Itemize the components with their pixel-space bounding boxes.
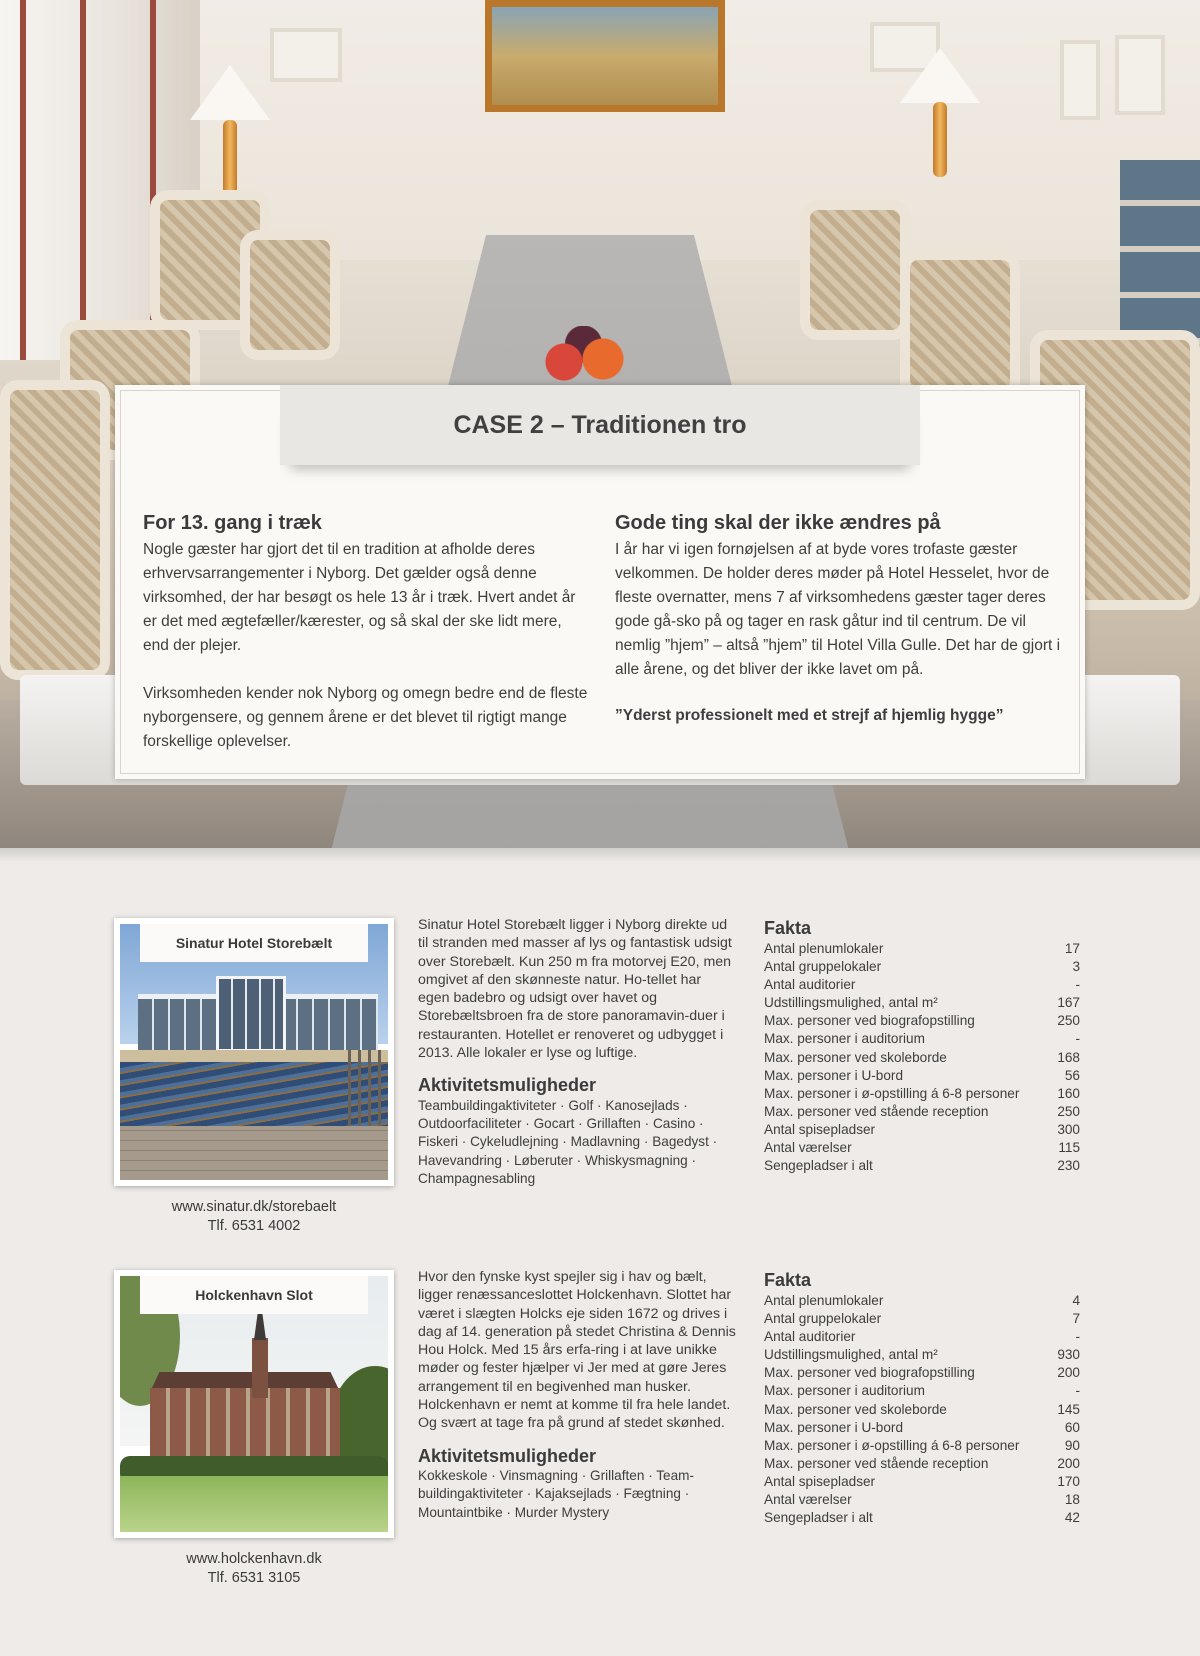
fact-label: Antal gruppelokaler (764, 1311, 882, 1327)
facts-heading: Fakta (764, 918, 812, 938)
fact-row (764, 1121, 1080, 1139)
fact-label: Antal spisepladser (764, 1121, 876, 1137)
fact-label: Max. personer i ø-opstilling á 6-8 personer (764, 1085, 1020, 1101)
fact-row (764, 1473, 1080, 1491)
fact-label: Max. personer i auditorium (764, 1031, 925, 1047)
fact-value: 250 (1057, 1103, 1080, 1119)
fact-row (764, 1455, 1080, 1473)
fact-label: Max. personer ved skoleborde (764, 1401, 947, 1417)
fact-row (764, 1310, 1080, 1328)
fact-value: 167 (1057, 995, 1080, 1011)
fact-row (764, 1437, 1080, 1455)
fact-value: 145 (1057, 1401, 1080, 1417)
facts-table (764, 918, 1080, 1175)
photo-frame (270, 28, 342, 82)
venue-photo-castle (120, 1276, 388, 1532)
fact-value: 168 (1057, 1049, 1080, 1065)
venue-name-label: Holckenhavn Slot (140, 1276, 368, 1314)
venue-photo-card (114, 1270, 394, 1538)
fact-value: - (1075, 1383, 1080, 1399)
fact-value: 115 (1058, 1140, 1080, 1156)
fact-label: Antal spisepladser (764, 1473, 876, 1489)
fact-row (764, 1419, 1080, 1437)
fact-value: - (1075, 1329, 1080, 1345)
photo-chair (0, 380, 110, 680)
fact-value: 60 (1064, 1419, 1080, 1435)
photo-lamp (900, 48, 980, 103)
fact-label: Udstillingsmulighed, antal m² (764, 995, 938, 1011)
facts-table (764, 1270, 1080, 1527)
fact-label: Antal plenumlokaler (764, 1293, 884, 1308)
fact-label: Antal auditorier (764, 1329, 856, 1345)
fact-value: 200 (1057, 1455, 1080, 1471)
fact-row (764, 1401, 1080, 1419)
fact-value: - (1075, 1031, 1080, 1047)
venue-description: Hvor den fynske kyst spejler sig i hav og bælt, ligger renæssanceslottet Holckenhavn. Slottet har været i slægten Holcks eje siden 1672 og drives i dag af 14. generation på stedet Christina & Dennis Hou Holck. Med 15 års erfa-ring i at lave unikke møder og fester hjælper vi Jer med at gøre Jeres arrangement til en begivenhed man husker. Holckenhavn er nemt at komme til fra hele landet. Og svært at tage fra på grund af stedet skønhed. (418, 1269, 736, 1432)
activities-list: Kokkeskole · Vinsmagning · Grillaften · Team-buildingaktiviteter · Kajaksejlads · Fægtning · Mountaintbike · Murder Mystery (418, 1467, 695, 1520)
photo-frame (1115, 35, 1165, 115)
fact-value: 230 (1057, 1158, 1080, 1174)
fact-row (764, 1509, 1080, 1527)
fact-value: 7 (1072, 1311, 1080, 1327)
fact-value: 170 (1057, 1473, 1080, 1489)
fact-value: 4 (1072, 1293, 1080, 1308)
fact-value: 17 (1064, 941, 1080, 956)
fact-value: 90 (1064, 1437, 1080, 1453)
fact-row (764, 1382, 1080, 1400)
fact-row (764, 1364, 1080, 1382)
fact-label: Sengepladser i alt (764, 1510, 873, 1526)
photo-chair (900, 250, 1020, 400)
venue-photo-hotel (120, 924, 388, 1180)
fact-row (764, 958, 1080, 976)
photo-fruit-bowl (525, 326, 655, 386)
venue-description-block (418, 1268, 736, 1522)
venue-description: Sinatur Hotel Storebælt ligger i Nyborg direkte ud til stranden med masser af lys og fantastisk udsigt over Storebælt. Kun 250 m fra motorvej E20, men omgivet af den skønneste natur. Ho-tellet har egen badebro og udsigt over havet og Storebæltsbroen fra de store panoramavin-duer i restauranten. Hotellet er renoveret og udbygget i 2013. Alle lokaler er lyse og luftige. (418, 917, 732, 1062)
fact-row (764, 1012, 1080, 1030)
photo-lamp-base (933, 102, 947, 177)
fact-label: Antal auditorier (764, 977, 856, 993)
case-left-paragraph-2: Virksomheden kender nok Nyborg og omegn bedre end de fleste nyborgensere, og gennem årene er det blevet til rigtigt mange forskellige oplevelser. (143, 685, 588, 750)
fact-row (764, 1103, 1080, 1121)
fact-row (764, 1067, 1080, 1085)
case-right-paragraph: I år har vi igen fornøjelsen af at byde vores trofaste gæster velkommen. De holder deres møder på Hotel Hesselet, hvor de fleste overnatter, mens 7 af virksomhedens gæster tager deres gode gå-sko på og tager en rask gåtur ind til centrum. De vil nemlig ”hjem” – altså ”hjem” til Hotel Villa Gulle. Det har de gjort i alle årene, og det bliver der ikke lavet om på. (615, 541, 1061, 678)
fact-label: Max. personer i U-bord (764, 1067, 904, 1083)
photo-chair (240, 230, 340, 360)
case-quote: ”Yderst professionelt med et strejf af hjemlig hygge” (615, 707, 1004, 724)
fact-row (764, 1491, 1080, 1509)
venue-phone: Tlf. 6531 3105 (207, 1570, 301, 1586)
fact-label: Max. personer ved biografopstilling (764, 1013, 975, 1029)
case-box (115, 385, 1085, 779)
fact-value: - (1075, 977, 1080, 993)
fact-label: Sengepladser i alt (764, 1158, 873, 1174)
fact-label: Max. personer i U-bord (764, 1419, 904, 1435)
fact-value: 56 (1064, 1067, 1080, 1083)
section-divider (0, 848, 1200, 862)
fact-label: Max. personer ved biografopstilling (764, 1365, 975, 1381)
fact-value: 3 (1072, 959, 1080, 975)
fact-label: Max. personer i ø-opstilling á 6-8 personer (764, 1437, 1020, 1453)
fact-row (764, 1049, 1080, 1067)
venue-contact (114, 1550, 394, 1588)
activities-list: Teambuildingaktiviteter · Golf · Kanosejlads · Outdoorfaciliteter · Gocart · Grillaften · Casino · Fiskeri · Cykeludlejning · Madlavning · Bagedyst · Havevandring · Løberuter · Whiskysmagning · Champagnesabling (418, 1097, 718, 1186)
fact-row (764, 1328, 1080, 1346)
fact-row (764, 1157, 1080, 1175)
fact-row (764, 1085, 1080, 1103)
fact-row (764, 1292, 1080, 1310)
facts-heading: Fakta (764, 1270, 812, 1290)
fact-value: 42 (1064, 1510, 1080, 1526)
fact-label: Udstillingsmulighed, antal m² (764, 1347, 938, 1363)
venue-contact (114, 1198, 394, 1236)
fact-value: 160 (1057, 1085, 1080, 1101)
fact-value: 300 (1057, 1121, 1080, 1137)
venue-description-block (418, 916, 736, 1188)
venue-website-link[interactable]: www.holckenhavn.dk (186, 1551, 322, 1567)
photo-lamp-base (223, 120, 237, 195)
fact-row (764, 1030, 1080, 1048)
fact-row (764, 1346, 1080, 1364)
fact-label: Antal værelser (764, 1492, 852, 1508)
case-column-left (143, 512, 588, 754)
venue-website-link[interactable]: www.sinatur.dk/storebaelt (171, 1199, 337, 1215)
fact-row (764, 940, 1080, 958)
fact-row (764, 994, 1080, 1012)
fact-value: 250 (1057, 1013, 1080, 1029)
case-column-right (615, 512, 1065, 728)
fact-label: Max. personer ved skoleborde (764, 1049, 947, 1065)
fact-label: Antal værelser (764, 1140, 852, 1156)
photo-frame (1060, 40, 1100, 120)
photo-lamp (190, 65, 270, 120)
venue-photo-card (114, 918, 394, 1186)
case-title-banner (280, 385, 920, 465)
fact-row (764, 1139, 1080, 1157)
case-left-heading: For 13. gang i træk (143, 512, 322, 534)
fact-label: Antal gruppelokaler (764, 959, 882, 975)
fact-value: 200 (1057, 1365, 1080, 1381)
activities-heading: Aktivitetsmuligheder (418, 1445, 597, 1466)
fact-label: Max. personer ved stående reception (764, 1455, 989, 1471)
fact-label: Max. personer i auditorium (764, 1383, 925, 1399)
fact-label: Max. personer ved stående reception (764, 1103, 989, 1119)
fact-value: 930 (1057, 1347, 1080, 1363)
fact-label: Antal plenumlokaler (764, 941, 884, 956)
photo-painting (485, 0, 725, 112)
fact-row (764, 976, 1080, 994)
case-title: CASE 2 – Traditionen tro (453, 410, 747, 439)
activities-heading: Aktivitetsmuligheder (418, 1075, 597, 1096)
photo-chair (800, 200, 910, 340)
venue-phone: Tlf. 6531 4002 (207, 1218, 301, 1234)
venue-name-label: Sinatur Hotel Storebælt (140, 924, 368, 962)
fact-value: 18 (1064, 1492, 1080, 1508)
case-left-paragraph-1: Nogle gæster har gjort det til en tradition at afholde deres erhvervsarrangementer i Nyborg. Det gælder også denne virksomhed, der har besøgt os hele 13 år i træk. Hvert andet år er det med ægtefæller/kærester, og så skal der ske lidt mere, end der plejer. (143, 541, 576, 654)
case-right-heading: Gode ting skal der ikke ændres på (615, 512, 941, 534)
